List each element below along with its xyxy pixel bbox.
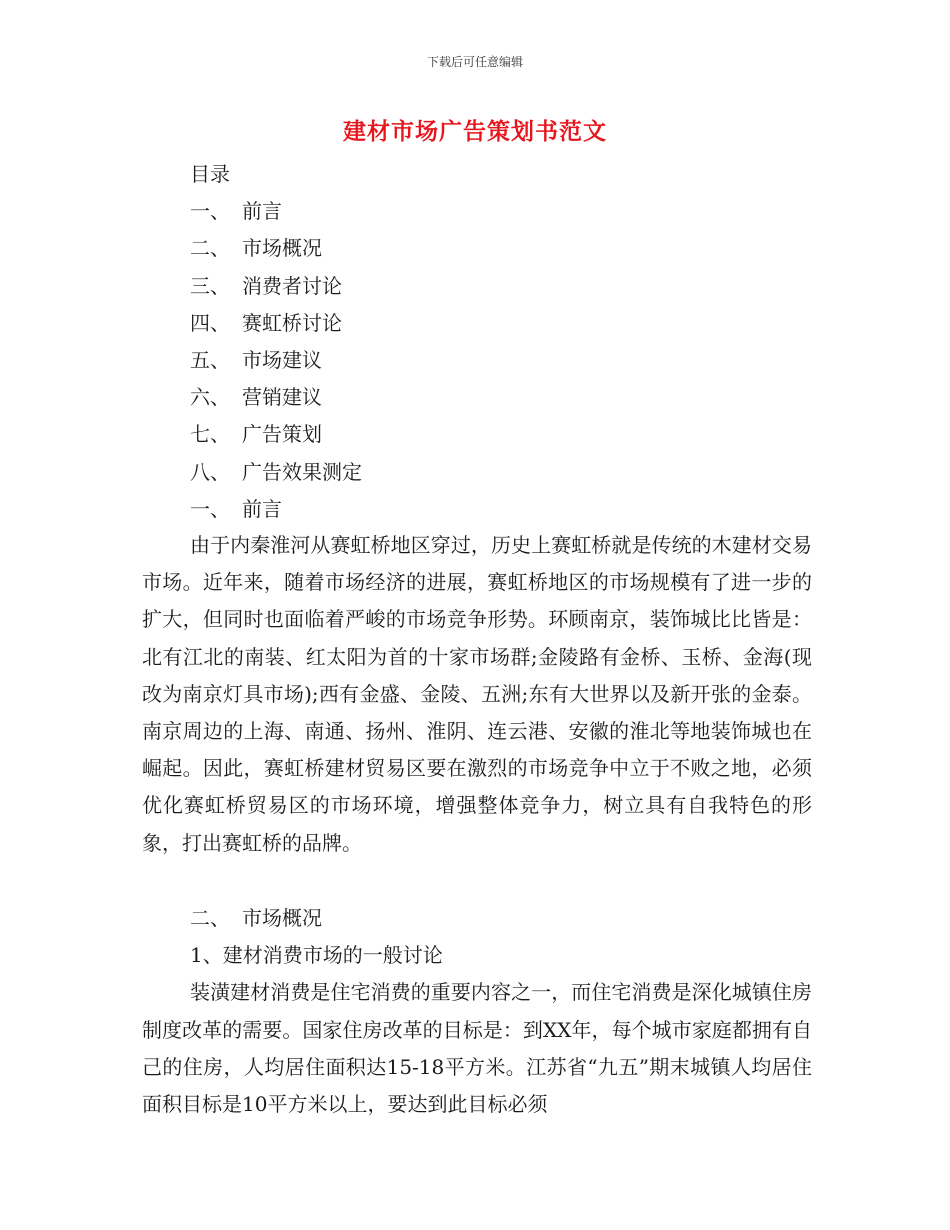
toc-item	[190, 232, 362, 269]
toc-item	[190, 195, 362, 232]
section-body	[142, 527, 812, 862]
toc-item-text: 赛虹桥讨论	[242, 310, 342, 335]
toc-item-text: 消费者讨论	[242, 273, 342, 298]
section-title: 前言	[242, 496, 282, 521]
toc-item-text: 广告策划	[242, 422, 322, 447]
toc-item-text: 市场概况	[242, 236, 322, 261]
toc-item-number: 三、	[190, 273, 230, 298]
toc-item-text: 前言	[242, 199, 282, 224]
toc-item-text: 广告效果测定	[242, 459, 362, 484]
toc-item	[190, 270, 362, 307]
subsection-heading: 1、建材消费市场的一般讨论	[190, 943, 443, 968]
section-heading	[142, 900, 812, 937]
toc-item	[190, 381, 362, 418]
section-body	[142, 900, 812, 1123]
toc-item-text: 市场建议	[242, 347, 322, 372]
toc-item	[190, 456, 362, 493]
toc-item-number: 一、	[190, 199, 230, 224]
section-number: 一、	[190, 496, 230, 521]
section-title: 市场概况	[242, 906, 322, 930]
toc-item-number: 七、	[190, 422, 230, 447]
table-of-contents	[190, 158, 362, 530]
toc-item-number: 二、	[190, 236, 230, 261]
paragraph: 由于内秦淮河从赛虹桥地区穿过，历史上赛虹桥就是传统的木建材交易市场。近年来，随着市场经济的进展，赛虹桥地区的市场规模有了进一步的扩大，但同时也面临着严峻的市场竞争形势。环顾南京，装饰城比比皆是：北有江北的南装、红太阳为首的十家市场群;金陵路有金桥、玉桥、金海(现改为南京灯具市场);西有金盛、金陵、五洲;东有大世界以及新开张的金泰。南京周边的上海、南通、扬州、淮阴、连云港、安徽的淮北等地装饰城也在崛起。因此，赛虹桥建材贸易区要在激烈的市场竞争中立于不败之地，必须优化赛虹桥贸易区的市场环境，增强整体竞争力，树立具有自我特色的形象，打出赛虹桥的品牌。	[142, 533, 812, 855]
toc-item	[190, 344, 362, 381]
toc-item	[190, 307, 362, 344]
page-header: 下载后可任意编辑	[426, 55, 523, 69]
paragraph: 装潢建材消费是住宅消费的重要内容之一，而住宅消费是深化城镇住房制度改革的需要。国家住房改革的目标是：到XX年，每个城市家庭都拥有自己的住房，人均居住面积达15-18平方米。江苏省“九五”期末城镇人均居住面积目标是10平方米以上，要达到此目标必须	[142, 980, 812, 1117]
section-heading	[190, 493, 362, 530]
toc-item-number: 四、	[190, 310, 230, 335]
toc-item	[190, 418, 362, 455]
document-title: 建材市场广告策划书范文	[343, 118, 607, 145]
toc-item-number: 八、	[190, 459, 230, 484]
toc-item-number: 六、	[190, 385, 230, 410]
toc-item-number: 五、	[190, 347, 230, 372]
section-number: 二、	[190, 906, 230, 930]
toc-item-text: 营销建议	[242, 385, 322, 410]
toc-label: 目录	[190, 162, 230, 186]
